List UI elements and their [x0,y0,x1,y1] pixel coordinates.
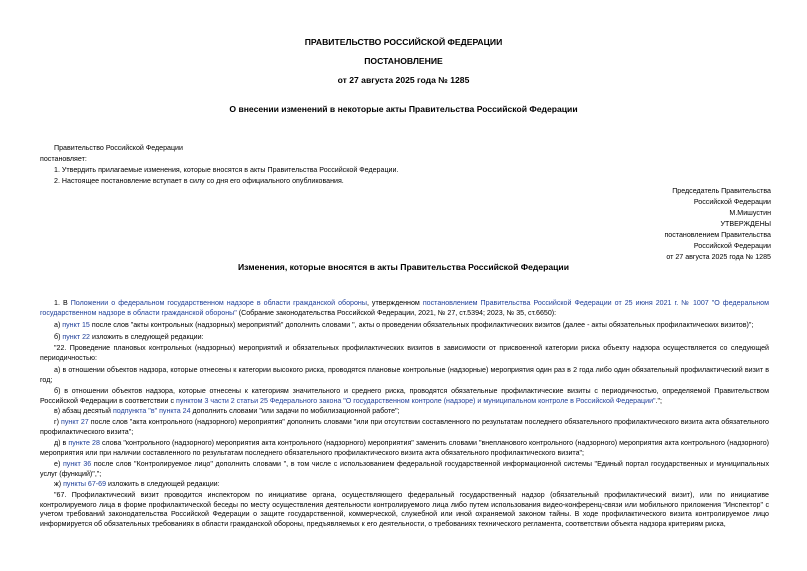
body-paragraph-9: д) в пункте 28 слова "контрольного (надзорного) мероприятия акта контрольного (надзорного) мероприятия" заменить словами "внепланового контрольного (надзорного) мероприятия акта контрольного (надзорного) мероприятия или при наличии составленного по результатам последнего обязательного профилактического визита акта обязательного профилактического визита"; [40,439,770,457]
page-title: О внесении изменений в некоторые акты Правительства Российской Федерации [229,104,578,114]
signature-name: М.Мишустин [729,209,771,217]
body-paragraph-1: 1. В Положении о федеральном государственном надзоре в области гражданской обороны, утвержденном постановлением Правительства Российской Федерации от 25 июня 2021 г. № 1007 "О федеральном государственном надзоре в области гражданской обороны" (Собрание законодательства Российской Федерации, 2021, № 27, ст.5394; 2023, № 35, ст.6650): [40,299,769,317]
body-paragraph-10: е) пункт 36 после слов "Контролируемое лицо" дополнить словами ", в том числе с использованием федеральной государственной информационной системы "Единый портал государственных и муниципальных услуг (функций)","; [40,460,770,478]
link-resolution-1007[interactable]: постановлением Правительства Российской Федерации от 25 июня 2021 г. № 1007 "О федеральном государственном надзоре в области гражданской обороны" [40,299,769,317]
link-punkty-67-69[interactable]: пункты 67-69 [63,480,107,488]
link-regulation[interactable]: Положении о федеральном государственном надзоре в области гражданской обороны [70,299,367,307]
body-paragraph-2: а) пункт 15 после слов "акты контрольных (надзорных) мероприятий" дополнить словами ", акты о проведении обязательных профилактических визитов (далее - акты обязательных профилактических визитов)"; [54,321,754,329]
link-punkt-22[interactable]: пункт 22 [62,333,91,341]
body-paragraph-3: б) пункт 22 изложить в следующей редакции: [54,333,204,341]
link-punkt-15[interactable]: пункт 15 [62,321,90,329]
link-punkt-24[interactable]: подпункта "в" пункта 24 [112,407,191,415]
approval-line1: УТВЕРЖДЕНЫ [720,220,771,228]
link-punkt-28[interactable]: пункте 28 [68,439,100,447]
preamble-line2: постановляет: [40,155,87,163]
doc-type-heading: ПОСТАНОВЛЕНИЕ [364,56,443,66]
link-punkt-27[interactable]: пункт 27 [61,418,89,426]
preamble-item2: 2. Настоящее постановление вступает в силу со дня его официального опубликования. [54,177,344,185]
org-heading: ПРАВИТЕЛЬСТВО РОССИЙСКОЙ ФЕДЕРАЦИИ [304,37,503,47]
approval-line2: постановлением Правительства [664,231,771,239]
body-paragraph-6: б) в отношении объектов надзора, которые отнесены к категориям значительного и среднего риска, проводятся обязательные профилактические визиты с периодичностью, определяемой Правительством Российской Федерации в соответствии с пунктом 3 части 2 статьи 25 Федерального закона "О государственном контроле (надзоре) и муниципальном контроле в Российской Федерации"."; [40,387,769,405]
body-paragraph-4: "22. Проведение плановых контрольных (надзорных) мероприятий и обязательных профилактических визитов в зависимости от присвоенной категории риска объекту надзора осуществляется со следующей периодичностью: [40,344,769,362]
approval-line3: Российской Федерации [693,242,771,250]
body-paragraph-7: в) абзац десятый подпункта "в" пункта 24 дополнить словами "или задачи по мобилизационной работе"; [54,407,400,415]
body-paragraph-12: "67. Профилактический визит проводится инспектором по инициативе органа, осуществляющего федеральный государственный надзор (обязательный профилактический визит), или по инициативе контролируемого лица в форме профилактической беседы по месту осуществления деятельности контролируемого лица либо путем использования видео-конференц-связи или мобильного приложения "Инспектор" с учетом требований законодательства Российской Федерации о защите государственной, коммерческой, служебной или иной охраняемой законом тайны. В ходе профилактического визита контролируемое лицо информируется об обязательных требованиях в области гражданской обороны, предъявляемых к его деятельности, о требованиях технического регламента, соответствии объекта надзора критериям риска, [40,491,769,528]
link-federal-law-article-25[interactable]: пунктом 3 части 2 статьи 25 Федерального закона "О государственном контроле (надзоре) и муниципальном контроле в Российской Федерации" [176,396,656,405]
date-number-heading: от 27 августа 2025 года № 1285 [337,75,470,85]
body-paragraph-5: а) в отношении объектов надзора, которые отнесены к категории высокого риска, проводятся плановые контрольные (надзорные) мероприятия один раз в 2 года либо один обязательный профилактический визит в год; [40,366,769,384]
approval-line4: от 27 августа 2025 года № 1285 [666,253,771,261]
signature-line2: Российской Федерации [693,198,771,206]
signature-line1: Председатель Правительства [672,187,771,195]
preamble-item1: 1. Утвердить прилагаемые изменения, которые вносятся в акты Правительства Российской Федерации. [54,166,399,174]
body-paragraph-8: г) пункт 27 после слов "акта контрольного (надзорного) мероприятия" дополнить словами "или при отсутствии составленного по результатам последнего обязательного профилактического визита акта обязательного профилактического визита"; [40,418,769,436]
changes-title: Изменения, которые вносятся в акты Правительства Российской Федерации [237,262,569,272]
link-punkt-36[interactable]: пункт 36 [62,460,92,468]
preamble-line1: Правительство Российской Федерации [54,144,183,152]
body-paragraph-11: ж) пункты 67-69 изложить в следующей редакции: [54,480,220,488]
